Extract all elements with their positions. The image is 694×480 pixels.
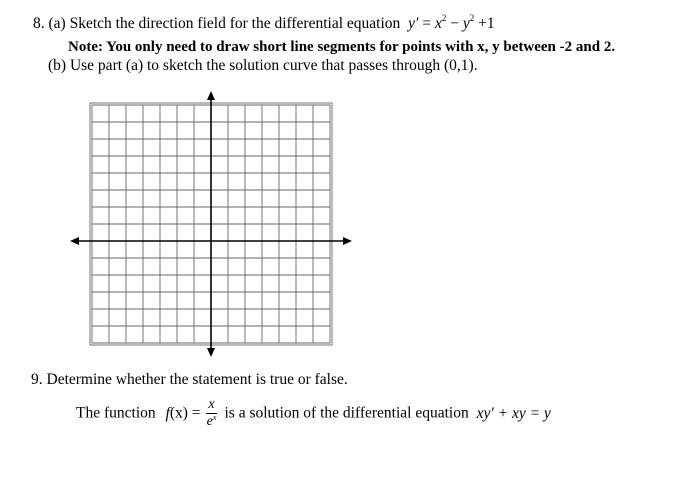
direction-field-grid xyxy=(62,90,362,360)
fraction-numerator: x xyxy=(208,397,215,412)
de-equation: xy′ + xy = y xyxy=(476,404,551,422)
denominator-base: e xyxy=(206,414,213,429)
question-9-prompt: Determine whether the statement is true or false. xyxy=(46,371,348,388)
question-8-part-a xyxy=(33,15,495,33)
question-9-number: 9. xyxy=(31,371,43,388)
y-axis-up-arrow xyxy=(207,91,215,100)
equation-lhs: y′ xyxy=(408,15,419,32)
denominator-exponent: x xyxy=(212,413,217,422)
exponent-x: 2 xyxy=(441,13,447,23)
x-axis-right-arrow xyxy=(343,237,352,245)
direction-field-equation xyxy=(408,15,494,32)
part-b-text: Use part (a) to sketch the solution curve that passes through (0,1). xyxy=(69,57,478,74)
equation-plus-one: +1 xyxy=(478,15,495,32)
part-b-label: (b) xyxy=(48,57,67,74)
question-8-part-b xyxy=(48,57,478,75)
y-axis-down-arrow xyxy=(207,348,215,357)
x-axis-left-arrow xyxy=(70,237,79,245)
function-argument: (x) = xyxy=(169,404,201,422)
equation-y: y xyxy=(462,15,470,32)
question-9 xyxy=(31,371,348,389)
equation-minus: − xyxy=(450,15,459,32)
statement-tail: is a solution of the differential equation xyxy=(224,404,469,422)
question-8-number: 8. xyxy=(33,15,45,32)
equation-equals: = xyxy=(422,15,432,32)
part-a-label: (a) xyxy=(48,15,66,32)
fraction-denominator xyxy=(206,414,216,429)
question-8-note: Note: You only need to draw short line segments for points with x, y between -2 and 2. xyxy=(68,39,616,55)
question-9-statement xyxy=(76,398,551,430)
equation-x: x xyxy=(434,15,442,32)
function-name: f xyxy=(165,404,170,422)
part-a-text: Sketch the direction field for the differential equation xyxy=(69,15,401,32)
exponent-y: 2 xyxy=(469,13,475,23)
statement-lead: The function xyxy=(76,404,156,422)
function-fraction xyxy=(206,397,216,429)
